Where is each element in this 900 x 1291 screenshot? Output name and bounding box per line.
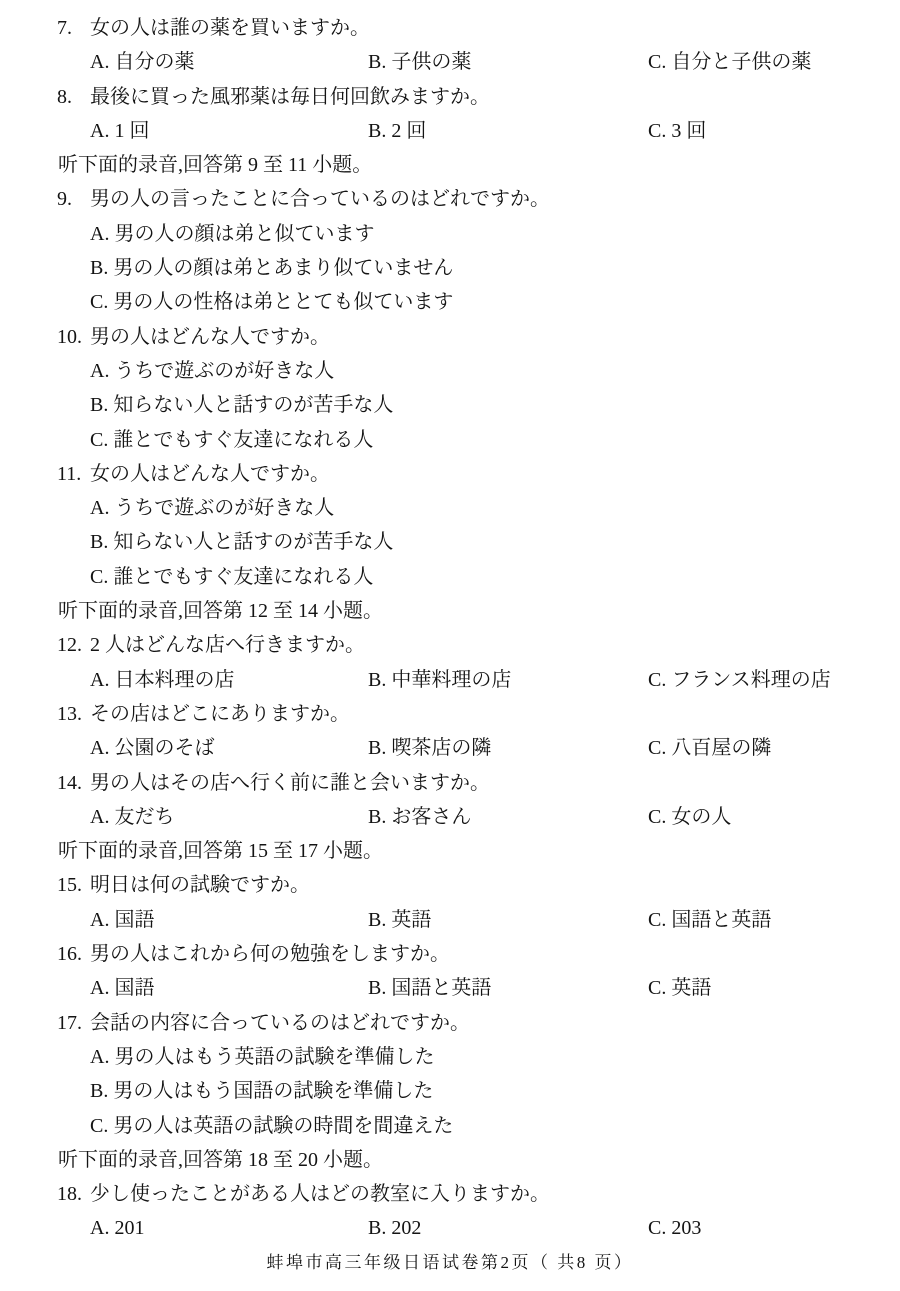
question-line-11: [0, 457, 900, 491]
question-line-12: [0, 628, 900, 662]
question-text: 男の人はどんな人ですか。: [90, 325, 330, 348]
option-b: B. 英語: [368, 908, 432, 931]
question-text: 少し使ったことがある人はどの教室に入りますか。: [90, 1183, 550, 1206]
option-line-11a: [0, 491, 900, 525]
option-b: B. 子供の薬: [368, 51, 472, 74]
option-b: B. 喫茶店の隣: [368, 737, 492, 760]
option-a: A. 201: [90, 1217, 145, 1240]
option-line-17c: [0, 1109, 900, 1143]
question-number: 11.: [57, 462, 82, 485]
options-row-8: [0, 114, 900, 148]
option-a: A. 公園のそば: [90, 737, 215, 760]
option-a: A. 日本料理の店: [90, 668, 235, 691]
question-text: 女の人はどんな人ですか。: [90, 462, 330, 485]
option-c: C. 英語: [648, 977, 712, 1000]
question-text: 会話の内容に合っているのはどれですか。: [90, 1011, 470, 1034]
instruction-text: 听下面的录音,回答第 12 至 14 小题。: [58, 600, 383, 623]
option-text: B. 男の人の顔は弟とあまり似ていません: [90, 257, 454, 280]
listening-instruction-18-20: [0, 1143, 900, 1177]
option-text: B. 知らない人と話すのが苦手な人: [90, 394, 394, 417]
option-line-11b: [0, 525, 900, 559]
question-line-14: [0, 766, 900, 800]
option-line-17a: [0, 1040, 900, 1074]
option-line-9b: [0, 251, 900, 285]
question-text: 女の人は誰の薬を買いますか。: [90, 17, 370, 39]
option-c: C. 八百屋の隣: [648, 737, 772, 760]
option-a: A. 国語: [90, 908, 155, 931]
question-number: 7.: [57, 17, 72, 39]
options-row-13: [0, 731, 900, 765]
options-row-14: [0, 800, 900, 834]
listening-instruction-12-14: [0, 594, 900, 628]
question-number: 10.: [57, 325, 82, 348]
option-a: A. 国語: [90, 977, 155, 1000]
option-c: C. フランス料理の店: [648, 668, 831, 691]
option-b: B. 中華料理の店: [368, 668, 512, 691]
option-a: A. 1 回: [90, 119, 150, 142]
option-text: C. 誰とでもすぐ友達になれる人: [90, 565, 374, 588]
question-number: 8.: [57, 85, 72, 108]
question-text: 男の人の言ったことに合っているのはどれですか。: [90, 188, 550, 211]
option-line-9c: [0, 285, 900, 319]
question-line-18: [0, 1177, 900, 1211]
option-b: B. お客さん: [368, 805, 472, 828]
question-number: 15.: [57, 874, 82, 897]
question-text: 男の人はその店へ行く前に誰と会いますか。: [90, 771, 490, 794]
option-text: A. 男の人の顔は弟と似ています: [90, 222, 375, 245]
instruction-text: 听下面的录音,回答第 9 至 11 小题。: [58, 154, 373, 177]
question-text: 男の人はこれから何の勉強をしますか。: [90, 943, 450, 966]
question-line-15: [0, 868, 900, 902]
question-number: 16.: [57, 943, 82, 966]
options-row-15: [0, 903, 900, 937]
instruction-text: 听下面的录音,回答第 15 至 17 小题。: [58, 840, 383, 863]
option-c: C. 女の人: [648, 805, 732, 828]
footer-text: 蚌埠市高三年级日语试卷第2页（ 共8 页）: [266, 1252, 634, 1272]
option-c: C. 自分と子供の薬: [648, 51, 812, 74]
question-text: 2 人はどんな店へ行きますか。: [90, 634, 365, 657]
question-number: 18.: [57, 1183, 82, 1206]
instruction-text: 听下面的录音,回答第 18 至 20 小题。: [58, 1148, 383, 1171]
options-row-12: [0, 663, 900, 697]
option-text: A. 男の人はもう英語の試験を準備した: [90, 1045, 435, 1068]
question-number: 17.: [57, 1011, 82, 1034]
question-line-7: [0, 11, 900, 45]
question-text: その店はどこにありますか。: [90, 702, 350, 725]
option-text: C. 誰とでもすぐ友達になれる人: [90, 428, 374, 451]
option-line-10a: [0, 354, 900, 388]
options-row-7: [0, 45, 900, 79]
options-row-18: [0, 1211, 900, 1245]
option-text: B. 男の人はもう国語の試験を準備した: [90, 1080, 434, 1103]
question-line-8: [0, 80, 900, 114]
option-text: B. 知らない人と話すのが苦手な人: [90, 531, 394, 554]
option-c: C. 203: [648, 1217, 702, 1240]
option-line-9a: [0, 217, 900, 251]
question-line-9: [0, 182, 900, 216]
question-number: 14.: [57, 771, 82, 794]
page-footer: [0, 1246, 900, 1280]
option-line-10b: [0, 388, 900, 422]
option-c: C. 国語と英語: [648, 908, 772, 931]
question-text: 最後に買った風邪薬は毎日何回飲みますか。: [90, 85, 490, 108]
option-line-17b: [0, 1074, 900, 1108]
option-c: C. 3 回: [648, 119, 707, 142]
option-text: C. 男の人の性格は弟ととても似ています: [90, 291, 454, 314]
question-line-10: [0, 320, 900, 354]
option-text: A. うちで遊ぶのが好きな人: [90, 497, 335, 520]
option-a: A. 友だち: [90, 805, 175, 828]
question-line-16: [0, 937, 900, 971]
listening-instruction-9-11: [0, 148, 900, 182]
option-b: B. 202: [368, 1217, 422, 1240]
question-number: 9.: [57, 188, 72, 211]
option-b: B. 2 回: [368, 119, 427, 142]
option-text: C. 男の人は英語の試験の時間を間違えた: [90, 1114, 454, 1137]
question-line-17: [0, 1006, 900, 1040]
option-line-11c: [0, 560, 900, 594]
option-a: A. 自分の薬: [90, 51, 195, 74]
option-line-10c: [0, 423, 900, 457]
question-line-13: [0, 697, 900, 731]
question-number: 12.: [57, 634, 82, 657]
option-text: A. うちで遊ぶのが好きな人: [90, 359, 335, 382]
option-b: B. 国語と英語: [368, 977, 492, 1000]
question-text: 明日は何の試験ですか。: [90, 874, 310, 897]
options-row-16: [0, 971, 900, 1005]
listening-instruction-15-17: [0, 834, 900, 868]
question-number: 13.: [57, 702, 82, 725]
